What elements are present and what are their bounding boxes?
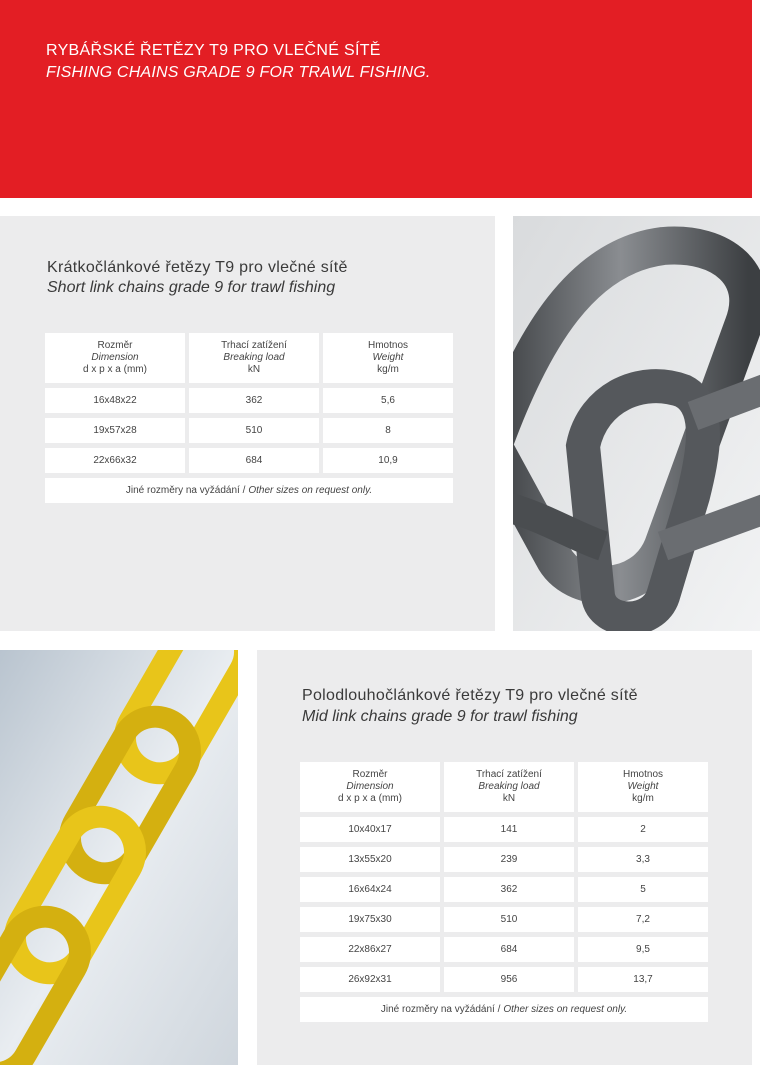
short-link-title-cz: Krátkočlánkové řetězy T9 pro vlečné sítě — [47, 259, 348, 276]
table-cell: 3,3 — [578, 847, 708, 872]
header-label: Trhací zatížení — [221, 340, 287, 351]
header-label-en: Weight — [627, 781, 659, 792]
table-header-dimension — [300, 762, 440, 812]
table-cell: 510 — [189, 418, 319, 443]
banner-title-cz: RYBÁŘSKÉ ŘETĚZY T9 PRO VLEČNÉ SÍTĚ — [46, 42, 381, 59]
header-label: Rozměr — [97, 340, 133, 351]
table-cell: 13,7 — [578, 967, 708, 992]
mid-link-panel — [257, 650, 752, 1065]
mid-link-title-en: Mid link chains grade 9 for trawl fishing — [302, 708, 578, 725]
yellow-chain-photo — [0, 650, 238, 1065]
table-cell: 5 — [578, 877, 708, 902]
short-link-panel — [0, 216, 495, 631]
table-cell: 10x40x17 — [300, 817, 440, 842]
table-cell: 956 — [444, 967, 574, 992]
table-cell: 19x57x28 — [45, 418, 185, 443]
table-cell: 5,6 — [323, 388, 453, 413]
header-label-en: Breaking load — [478, 781, 540, 792]
table-cell: 684 — [189, 448, 319, 473]
header-label: Rozměr — [352, 769, 388, 780]
header-banner — [0, 0, 752, 198]
table-note — [300, 997, 708, 1022]
note-cz: Jiné rozměry na vyžádání / — [125, 485, 246, 496]
header-label-en: Breaking load — [223, 352, 285, 363]
table-cell: 16x48x22 — [45, 388, 185, 413]
steel-chain-photo — [513, 216, 760, 631]
header-label-en: Dimension — [346, 781, 394, 792]
table-cell: 362 — [189, 388, 319, 413]
table-cell: 684 — [444, 937, 574, 962]
table-cell: 7,2 — [578, 907, 708, 932]
table-header-dimension — [45, 333, 185, 383]
note-en: Other sizes on request only. — [248, 485, 373, 496]
table-cell: 22x86x27 — [300, 937, 440, 962]
table-cell: 19x75x30 — [300, 907, 440, 932]
header-label: Hmotnos — [367, 340, 408, 351]
header-label-en: Dimension — [91, 352, 139, 363]
table-cell: 22x66x32 — [45, 448, 185, 473]
note-cz: Jiné rozměry na vyžádání / — [380, 1004, 501, 1015]
header-unit: kN — [502, 793, 516, 804]
table-cell: 8 — [323, 418, 453, 443]
banner-title-en: FISHING CHAINS GRADE 9 FOR TRAWL FISHING. — [46, 64, 431, 81]
table-cell: 362 — [444, 877, 574, 902]
note-en: Other sizes on request only. — [503, 1004, 628, 1015]
table-cell: 141 — [444, 817, 574, 842]
header-label: Hmotnos — [622, 769, 663, 780]
mid-link-title-cz: Polodlouhočlánkové řetězy T9 pro vlečné sítě — [302, 687, 638, 704]
table-cell: 239 — [444, 847, 574, 872]
table-header-weight — [578, 762, 708, 812]
header-unit: d x p x a (mm) — [338, 793, 402, 804]
table-header-breaking-load — [189, 333, 319, 383]
header-unit: d x p x a (mm) — [83, 364, 147, 375]
table-header-breaking-load — [444, 762, 574, 812]
header-unit: kg/m — [632, 793, 654, 804]
header-label-en: Weight — [372, 352, 404, 363]
table-cell: 510 — [444, 907, 574, 932]
table-cell: 2 — [578, 817, 708, 842]
table-header-weight — [323, 333, 453, 383]
header-label: Trhací zatížení — [476, 769, 542, 780]
table-cell: 13x55x20 — [300, 847, 440, 872]
table-cell: 10,9 — [323, 448, 453, 473]
short-link-title-en: Short link chains grade 9 for trawl fishing — [47, 279, 336, 296]
header-unit: kg/m — [377, 364, 399, 375]
table-cell: 9,5 — [578, 937, 708, 962]
header-unit: kN — [247, 364, 261, 375]
table-cell: 16x64x24 — [300, 877, 440, 902]
table-note — [45, 478, 453, 503]
table-cell: 26x92x31 — [300, 967, 440, 992]
